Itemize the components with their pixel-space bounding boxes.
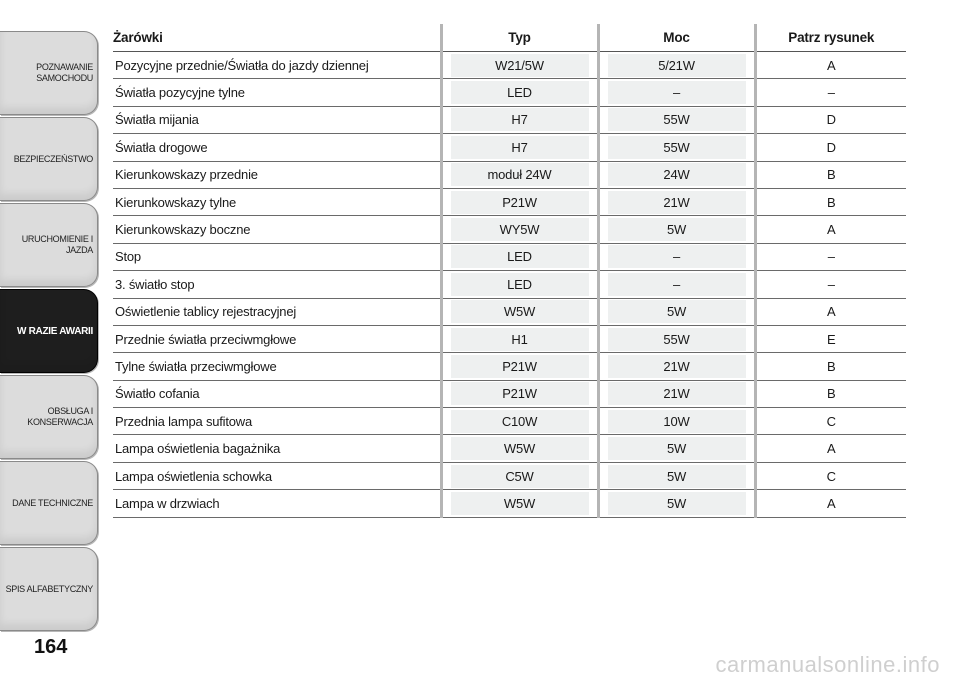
- cell-figure-value: B: [827, 194, 836, 210]
- cell-type-value: LED: [451, 245, 589, 268]
- cell-type-value: W21/5W: [451, 54, 589, 77]
- header-power: Moc: [598, 24, 755, 52]
- cell-power-value: 10W: [608, 410, 746, 433]
- cell-power-value: 5/21W: [608, 54, 746, 77]
- cell-type-value: W5W: [451, 300, 589, 323]
- cell-type-value: C5W: [451, 465, 589, 488]
- table-row: [113, 353, 906, 380]
- watermark: carmanualsonline.info: [715, 652, 940, 677]
- cell-type: [441, 325, 598, 352]
- cell-power: [598, 106, 755, 133]
- table-row: [113, 188, 906, 215]
- cell-type-value: P21W: [451, 355, 589, 378]
- table-row: [113, 462, 906, 489]
- table-row: [113, 216, 906, 243]
- cell-bulb-name: Kierunkowskazy tylne: [113, 188, 441, 215]
- cell-power: [598, 325, 755, 352]
- cell-type: [441, 408, 598, 435]
- cell-figure-value: A: [827, 304, 836, 320]
- cell-figure-value: C: [826, 468, 836, 484]
- tab-poznawanie-samochodu[interactable]: POZNAWANIE SAMOCHODU: [0, 31, 98, 115]
- header-see-figure: Patrz rysunek: [755, 24, 906, 52]
- table-body: [113, 52, 906, 518]
- cell-figure-value: D: [826, 139, 836, 155]
- cell-figure-value: D: [826, 112, 836, 128]
- cell-type: [441, 79, 598, 106]
- table-row: [113, 243, 906, 270]
- cell-figure: [755, 79, 906, 106]
- cell-power: [598, 188, 755, 215]
- cell-type-value: moduł 24W: [451, 163, 589, 186]
- cell-power-value: 55W: [608, 328, 746, 351]
- cell-power: [598, 79, 755, 106]
- cell-power-value: 5W: [608, 437, 746, 460]
- cell-bulb-name: Lampa oświetlenia schowka: [113, 462, 441, 489]
- cell-figure-value: E: [827, 331, 836, 347]
- table-row: [113, 298, 906, 325]
- cell-bulb-name: 3. światło stop: [113, 271, 441, 298]
- cell-type-value: WY5W: [451, 218, 589, 241]
- cell-figure: [755, 435, 906, 462]
- bulb-table: [113, 24, 906, 518]
- cell-figure: [755, 134, 906, 161]
- cell-power: [598, 298, 755, 325]
- cell-power: [598, 271, 755, 298]
- tab-dane-techniczne[interactable]: DANE TECHNICZNE: [0, 461, 98, 545]
- cell-bulb-name: Tylne światła przeciwmgłowe: [113, 353, 441, 380]
- cell-figure: [755, 298, 906, 325]
- cell-type-value: LED: [451, 273, 589, 296]
- cell-figure: [755, 188, 906, 215]
- cell-power-value: 5W: [608, 465, 746, 488]
- table-row: [113, 134, 906, 161]
- tab-spis-alfabetyczny[interactable]: SPIS ALFABETYCZNY: [0, 547, 98, 631]
- cell-figure-value: B: [827, 358, 836, 374]
- cell-type: [441, 353, 598, 380]
- cell-power: [598, 408, 755, 435]
- cell-figure-value: B: [827, 167, 836, 183]
- cell-power: [598, 353, 755, 380]
- cell-figure-value: A: [827, 441, 836, 457]
- cell-bulb-name: Światła mijania: [113, 106, 441, 133]
- tab-uruchomienie-i-jazda[interactable]: URUCHOMIENIE I JAZDA: [0, 203, 98, 287]
- cell-type: [441, 490, 598, 517]
- cell-figure: [755, 106, 906, 133]
- cell-bulb-name: Przednie światła przeciwmgłowe: [113, 325, 441, 352]
- table-header-row: [113, 24, 906, 52]
- cell-figure: [755, 271, 906, 298]
- cell-type-value: P21W: [451, 191, 589, 214]
- cell-type: [441, 188, 598, 215]
- cell-type-value: H1: [451, 328, 589, 351]
- cell-power-value: 5W: [608, 218, 746, 241]
- cell-type: [441, 134, 598, 161]
- cell-figure-value: B: [827, 386, 836, 402]
- cell-type: [441, 462, 598, 489]
- cell-type-value: W5W: [451, 492, 589, 515]
- cell-figure: [755, 161, 906, 188]
- cell-figure: [755, 216, 906, 243]
- cell-power-value: 55W: [608, 136, 746, 159]
- header-bulbs: Żarówki: [113, 24, 441, 52]
- cell-figure: [755, 490, 906, 517]
- cell-bulb-name: Kierunkowskazy boczne: [113, 216, 441, 243]
- cell-bulb-name: Światła drogowe: [113, 134, 441, 161]
- cell-type: [441, 106, 598, 133]
- table-row: [113, 408, 906, 435]
- cell-type: [441, 298, 598, 325]
- cell-bulb-name: Lampa w drzwiach: [113, 490, 441, 517]
- cell-power-value: –: [608, 81, 746, 104]
- tab-w-razie-awarii[interactable]: W RAZIE AWARII: [0, 289, 98, 373]
- cell-type-value: C10W: [451, 410, 589, 433]
- cell-type-value: H7: [451, 136, 589, 159]
- cell-power: [598, 380, 755, 407]
- table-row: [113, 325, 906, 352]
- table-row: [113, 490, 906, 517]
- cell-power: [598, 52, 755, 79]
- cell-figure: [755, 243, 906, 270]
- cell-power: [598, 490, 755, 517]
- cell-power: [598, 435, 755, 462]
- cell-figure-value: –: [827, 85, 835, 101]
- cell-figure: [755, 462, 906, 489]
- cell-power-value: 21W: [608, 191, 746, 214]
- cell-power: [598, 243, 755, 270]
- cell-figure: [755, 380, 906, 407]
- cell-figure-value: A: [827, 222, 836, 238]
- cell-figure: [755, 325, 906, 352]
- header-type: Typ: [441, 24, 598, 52]
- table-row: [113, 271, 906, 298]
- cell-power-value: 5W: [608, 300, 746, 323]
- cell-type-value: P21W: [451, 382, 589, 405]
- cell-power: [598, 462, 755, 489]
- cell-figure-value: –: [827, 276, 835, 292]
- cell-power-value: 24W: [608, 163, 746, 186]
- cell-type: [441, 161, 598, 188]
- cell-figure: [755, 52, 906, 79]
- cell-figure-value: A: [827, 495, 836, 511]
- cell-type: [441, 243, 598, 270]
- cell-figure-value: C: [826, 413, 836, 429]
- table-row: [113, 380, 906, 407]
- cell-type-value: H7: [451, 108, 589, 131]
- cell-power-value: 21W: [608, 355, 746, 378]
- cell-figure-value: –: [827, 249, 835, 265]
- table-row: [113, 79, 906, 106]
- cell-figure: [755, 353, 906, 380]
- table-row: [113, 161, 906, 188]
- cell-power-value: 55W: [608, 108, 746, 131]
- cell-type: [441, 380, 598, 407]
- cell-power: [598, 161, 755, 188]
- cell-bulb-name: Światła pozycyjne tylne: [113, 79, 441, 106]
- table-row: [113, 435, 906, 462]
- cell-type-value: LED: [451, 81, 589, 104]
- cell-power-value: –: [608, 273, 746, 296]
- cell-bulb-name: Lampa oświetlenia bagażnika: [113, 435, 441, 462]
- cell-figure-value: A: [827, 57, 836, 73]
- table-row: [113, 52, 906, 79]
- cell-power-value: –: [608, 245, 746, 268]
- cell-bulb-name: Przednia lampa sufitowa: [113, 408, 441, 435]
- cell-bulb-name: Stop: [113, 243, 441, 270]
- cell-bulb-name: Kierunkowskazy przednie: [113, 161, 441, 188]
- cell-power-value: 21W: [608, 382, 746, 405]
- cell-power-value: 5W: [608, 492, 746, 515]
- cell-type: [441, 216, 598, 243]
- cell-power: [598, 216, 755, 243]
- cell-type-value: W5W: [451, 437, 589, 460]
- cell-power: [598, 134, 755, 161]
- cell-figure: [755, 408, 906, 435]
- cell-bulb-name: Oświetlenie tablicy rejestracyjnej: [113, 298, 441, 325]
- table-row: [113, 106, 906, 133]
- page-number: 164: [34, 636, 68, 658]
- tab-bezpieczenstwo[interactable]: BEZPIECZEŃSTWO: [0, 117, 98, 201]
- cell-type: [441, 52, 598, 79]
- cell-bulb-name: Pozycyjne przednie/Światła do jazdy dziennej: [113, 52, 441, 79]
- cell-type: [441, 435, 598, 462]
- cell-type: [441, 271, 598, 298]
- chapter-sidebar: [0, 0, 100, 686]
- tab-obsluga-i-konserwacja[interactable]: OBSŁUGA I KONSERWACJA: [0, 375, 98, 459]
- cell-bulb-name: Światło cofania: [113, 380, 441, 407]
